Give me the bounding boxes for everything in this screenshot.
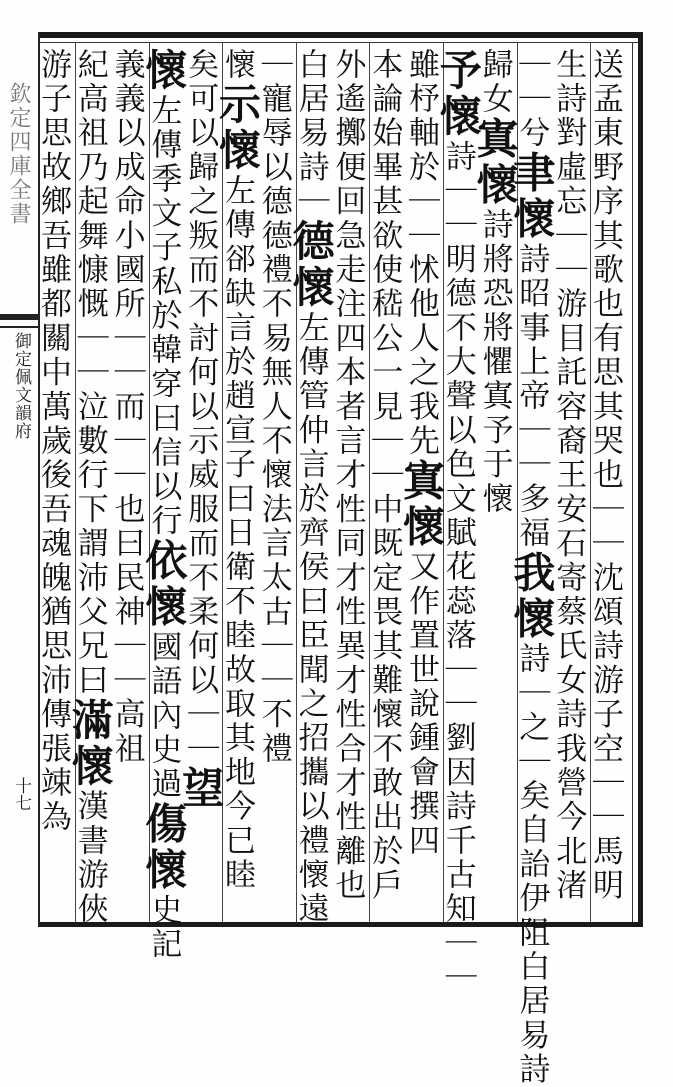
text-column [34, 48, 76, 916]
text-column [550, 48, 591, 916]
headword: 德懷 [286, 219, 336, 311]
text-column [470, 48, 520, 916]
headword: 示懷 [212, 82, 262, 175]
text-run: 傳張竦為 [34, 697, 71, 835]
headword: 我懷 [507, 550, 557, 643]
headword: 懷 [139, 48, 189, 94]
text-column [586, 48, 628, 916]
frame-right-rule [632, 42, 633, 922]
headword: 寘懷 [396, 458, 446, 551]
fold-page-number: 十七 [11, 777, 31, 811]
headword: 滿懷 [65, 697, 115, 790]
text-run: 外遙擲便回急走注四本者言才性同才性異才性合才性離也 [329, 48, 366, 903]
text-column [329, 48, 371, 916]
text-run: 歸女 [476, 48, 513, 117]
text-run: 雖杼軸於｜｜怵他人之我先 [402, 48, 439, 459]
text-column [396, 48, 446, 916]
text-column [366, 48, 407, 916]
text-run: 本論始畢甚欲使嵇公一見｜｜中既定畏其難懷不敢出於戶 [366, 48, 403, 903]
text-column [433, 48, 483, 996]
text-run: 左傳管仲言於齊侯曰臣聞之招攜以禮懷遠 [292, 311, 329, 927]
text-run: 又作置世說鍾會撰四 [402, 550, 439, 859]
text-run: 左傳季文子私於韓穿曰信以行 [145, 94, 182, 539]
text-run: 矣可以歸之叛而不討何以示威服而不柔何以｜｜ [182, 48, 219, 767]
text-run: 以德德禮不易無人不懷法言太古｜｜不禮 [255, 150, 292, 767]
text-run: 左傳郤缺言於趙宣子曰日衛不睦故取其地今已睦 [218, 174, 255, 893]
text-column [139, 48, 189, 963]
headword: 望 [176, 766, 226, 813]
text-run: 高祖 [108, 697, 145, 767]
fold-book-title: 御定佩文韻府 [11, 332, 31, 440]
text-run: 義義以成命小國所｜｜而｜｜也 [108, 48, 145, 527]
frame-top-rule [40, 42, 643, 43]
text-run: 詩｜之｜矣自詒伊阻白居易詩 [513, 642, 550, 1087]
text-run: ｜寵辱 [255, 48, 292, 151]
text-column [65, 48, 115, 927]
text-run: 曰民神｜｜ [108, 526, 145, 698]
text-run: 白居易詩｜ [292, 48, 329, 219]
text-column [108, 48, 150, 916]
text-column [255, 48, 297, 916]
text-run: ｜｜兮 [513, 48, 550, 151]
text-column [507, 48, 557, 1087]
text-run: 詩｜｜明德不大聲以色文賦 [439, 140, 476, 551]
headword: 寘懷 [470, 116, 520, 209]
text-run: 漢書游俠 [71, 789, 108, 927]
text-run: 國語內史過 [145, 630, 182, 802]
headword: 依懷 [139, 538, 189, 631]
frame-right-border [638, 32, 643, 927]
text-run: 花蕊落｜｜劉因詩千古知｜｜ [439, 550, 476, 996]
text-run: 詩將恐將懼寘予于懷 [476, 208, 513, 517]
text-run: 生詩對虛忘｜｜游目託容裔王安石寄蔡氏女詩我營今北渚 [550, 48, 587, 903]
headword: 聿懷 [507, 150, 557, 243]
text-run: 游子思故鄉吾雖都關中萬歲後吾魂魄猶思沛 [34, 48, 71, 698]
text-run: 紀高祖乃起舞慷慨｜｜泣數行下謂沛父兄曰 [71, 48, 108, 698]
text-run: 詩昭事上帝｜｜多福 [513, 242, 550, 551]
headword: 予懷 [433, 48, 483, 140]
text-column [176, 48, 226, 916]
frame-bottom-border [40, 922, 643, 927]
text-run: 史記 [145, 893, 182, 963]
headword: 傷懷 [139, 801, 189, 894]
text-run: 懷 [218, 48, 255, 83]
fold-top-text: 欽定四庫全書 [6, 82, 31, 226]
text-column [286, 48, 336, 927]
text-run: 送孟東野序其歌也有思其哭也｜｜沈頌詩游子空｜｜馬明 [586, 48, 623, 903]
text-column [212, 48, 262, 916]
frame-top-border [40, 32, 643, 38]
